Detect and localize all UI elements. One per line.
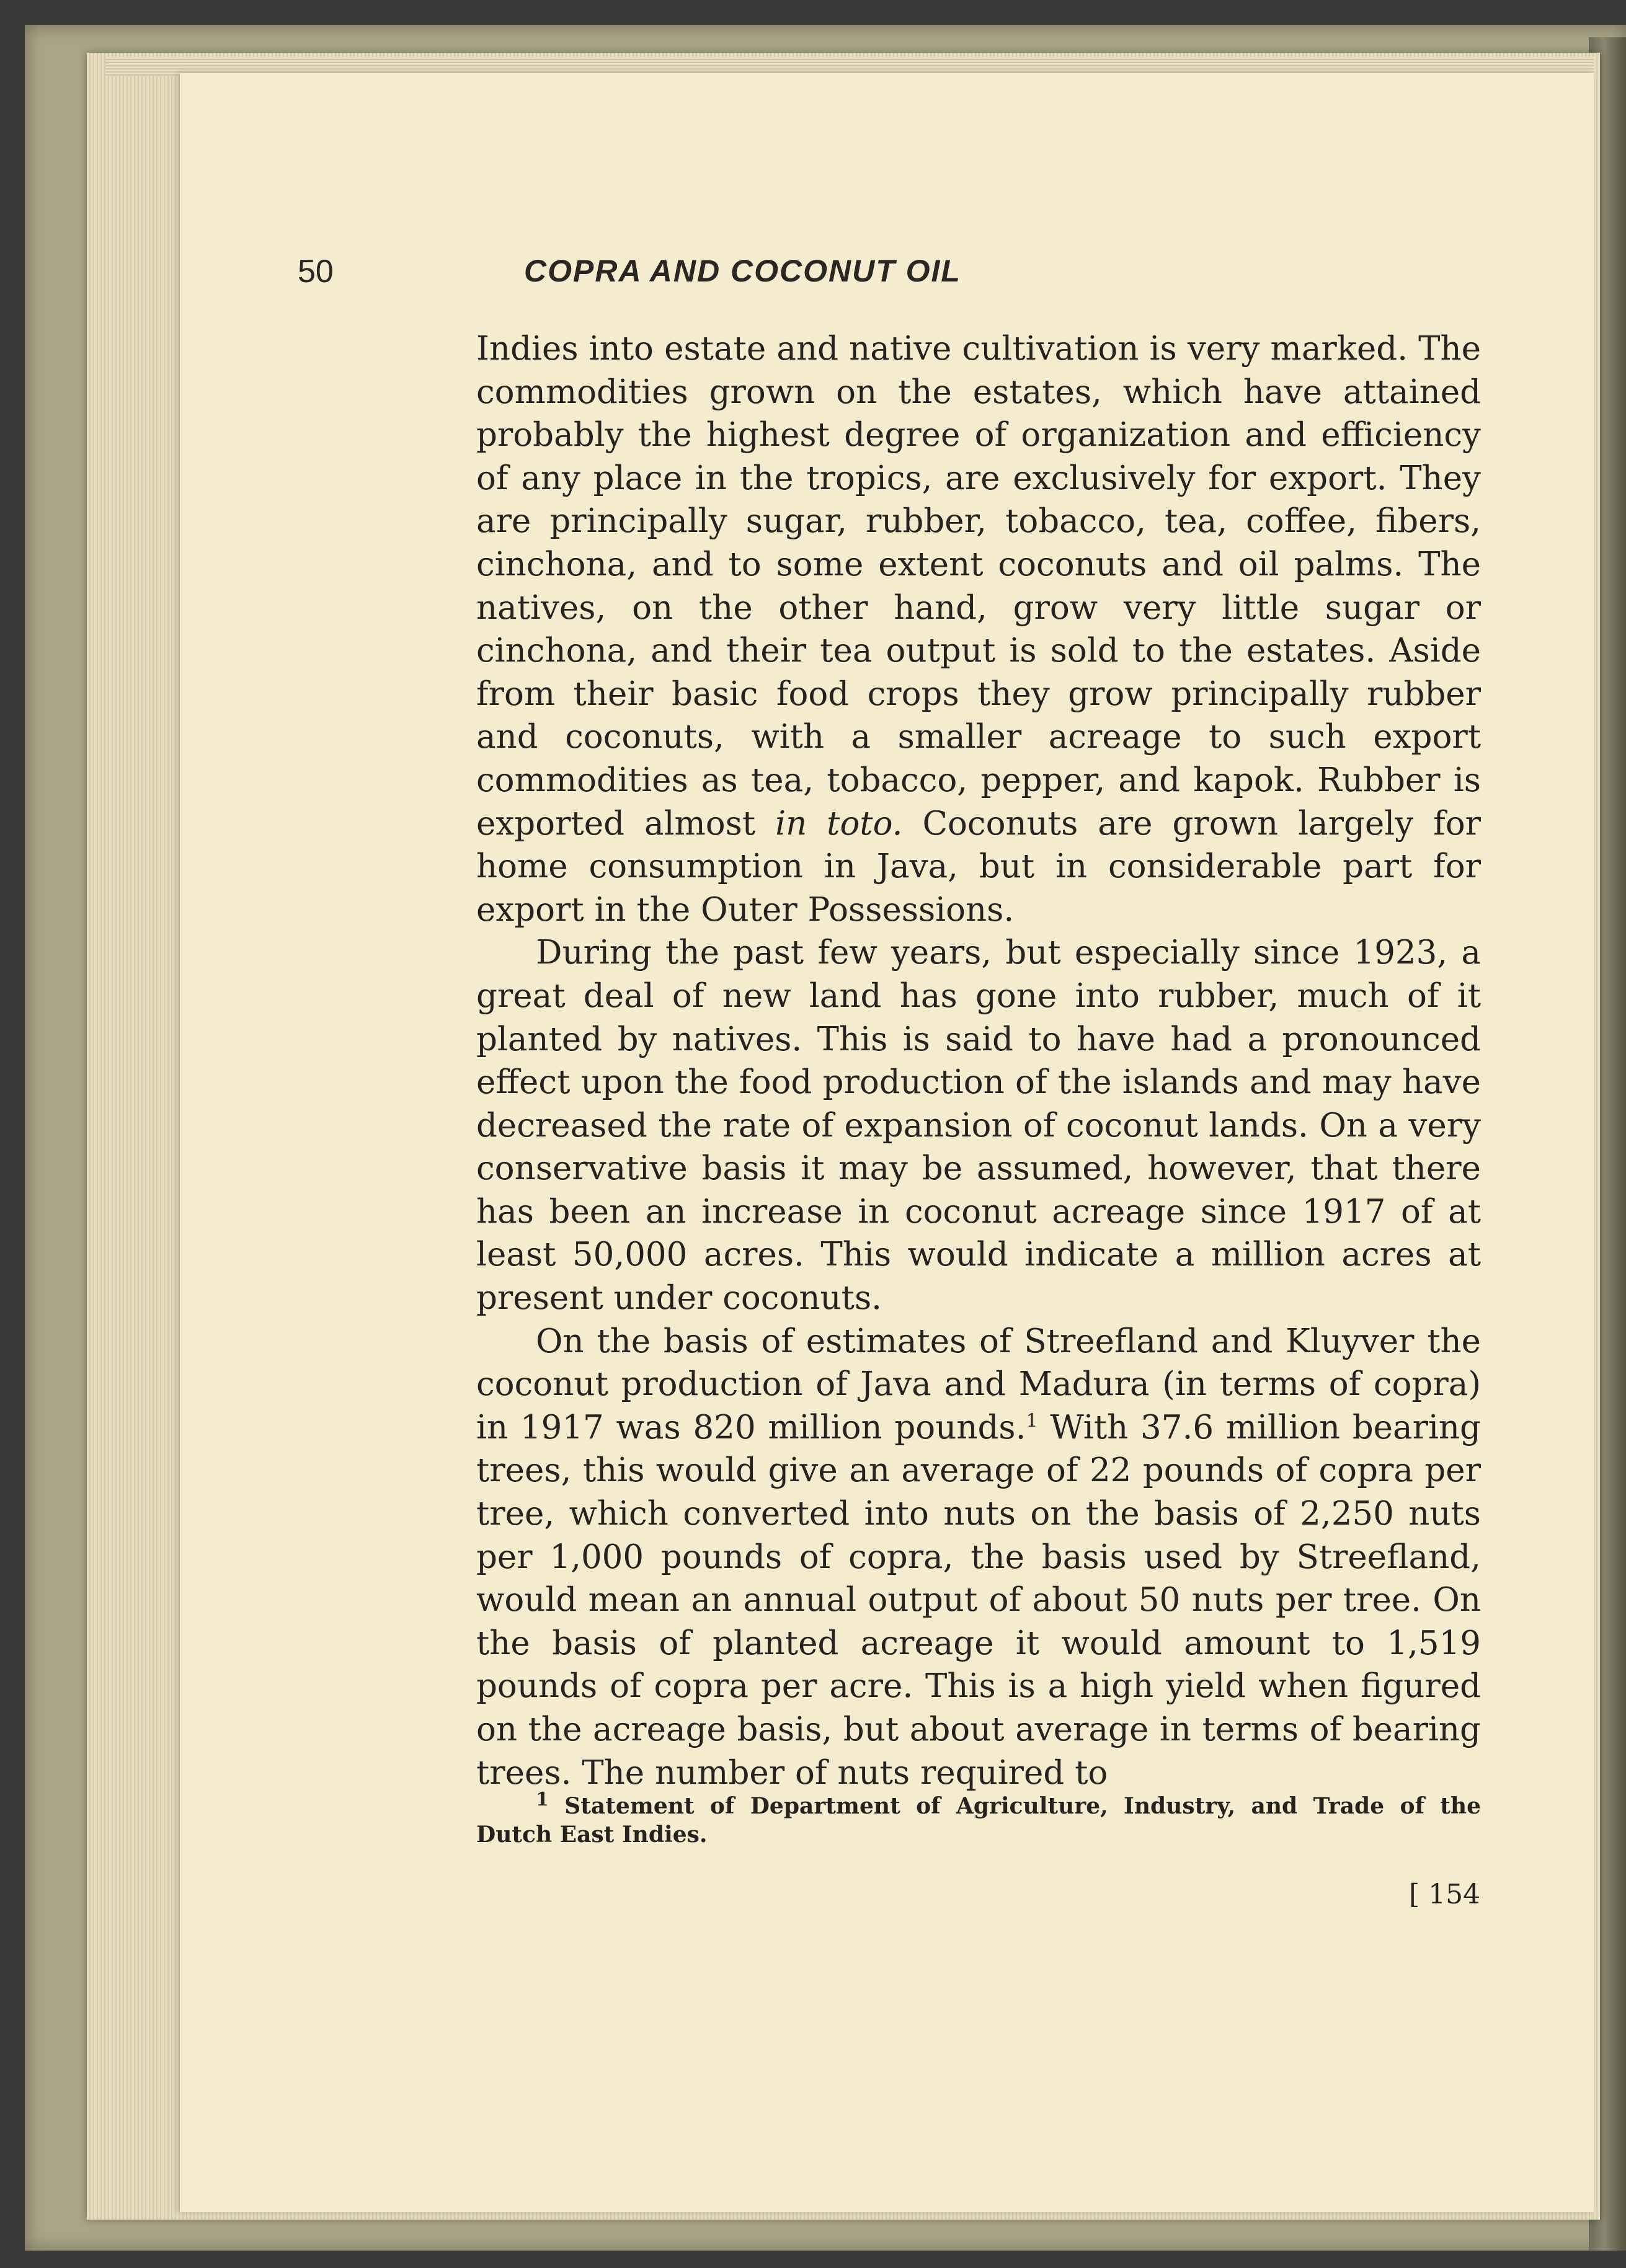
- footnote-marker: 1: [536, 1789, 549, 1810]
- paragraph-3: [476, 1320, 1481, 1795]
- signature-mark: [ 154: [1409, 1879, 1481, 1910]
- paragraph-1-lead: Indies into estate and native cultivation is very marked. The commodities grown on the estates, which have attained probably the highest degree of organization and efficiency of any place in the tropics, are exclusively for export. They are principally sugar, rubber, tobacco, tea, coffee, fibers, cinchona, and to some extent coconuts and oil palms. The natives, on the other hand, grow very little sugar or cinchona, and their tea output is sold to the estates. Aside from their basic food crops they grow principally rubber and coconuts, with a smaller acreage to such export commodities as tea, tobacco, pepper, and kapok. Rubber is exported almost: [476, 330, 1481, 843]
- paragraph-1-rest: Coconuts are grown largely for home consumption in Java, but in considerable part for export in the Outer Possessions.: [476, 804, 1481, 929]
- footnote: [476, 1789, 1481, 1849]
- footnote-reference[interactable]: 1: [1026, 1410, 1038, 1432]
- footnote-body: Statement of Department of Agriculture, Industry, and Trade of the Dutch East Indies.: [476, 1793, 1481, 1848]
- paragraph-2: During the past few years, but especially since 1923, a great deal of new land has gone into rubber, much of it planted by natives. This is said to have had a pronounced effect upon the food production of the islands and may have decreased the rate of expansion of coconut lands. On a very conservative basis it may be assumed, however, that there has been an increase in coconut acreage since 1917 of at least 50,000 acres. This would indicate a million acres at present under coconuts.: [476, 934, 1481, 1318]
- footnote-text: [476, 1789, 1481, 1849]
- paragraph-3-lead: On the basis of estimates of Streefland and Kluyver the coconut production of Java and Madura (in terms of copra) in 1917 was 820 million pounds.: [476, 1322, 1481, 1446]
- page-number: 50: [298, 254, 334, 290]
- paragraph-1-italic: in toto.: [775, 804, 903, 843]
- paragraph-3-rest: With 37.6 million bearing trees, this would give an average of 22 pounds of copra per tree, which converted into nuts on the basis of 2,250 nuts per 1,000 pounds of copra, the basis used by Streefland, would mean an annual output of about 50 nuts per tree. On the basis of planted acreage it would amount to 1,519 pounds of copra per acre. This is a high yield when figured on the acreage basis, but about average in terms of bearing trees. The number of nuts required to: [476, 1408, 1481, 1792]
- running-head: [298, 253, 1188, 296]
- body-text: [476, 327, 1481, 1794]
- running-title: COPRA AND COCONUT OIL: [524, 254, 961, 288]
- paragraph-1: [476, 327, 1481, 931]
